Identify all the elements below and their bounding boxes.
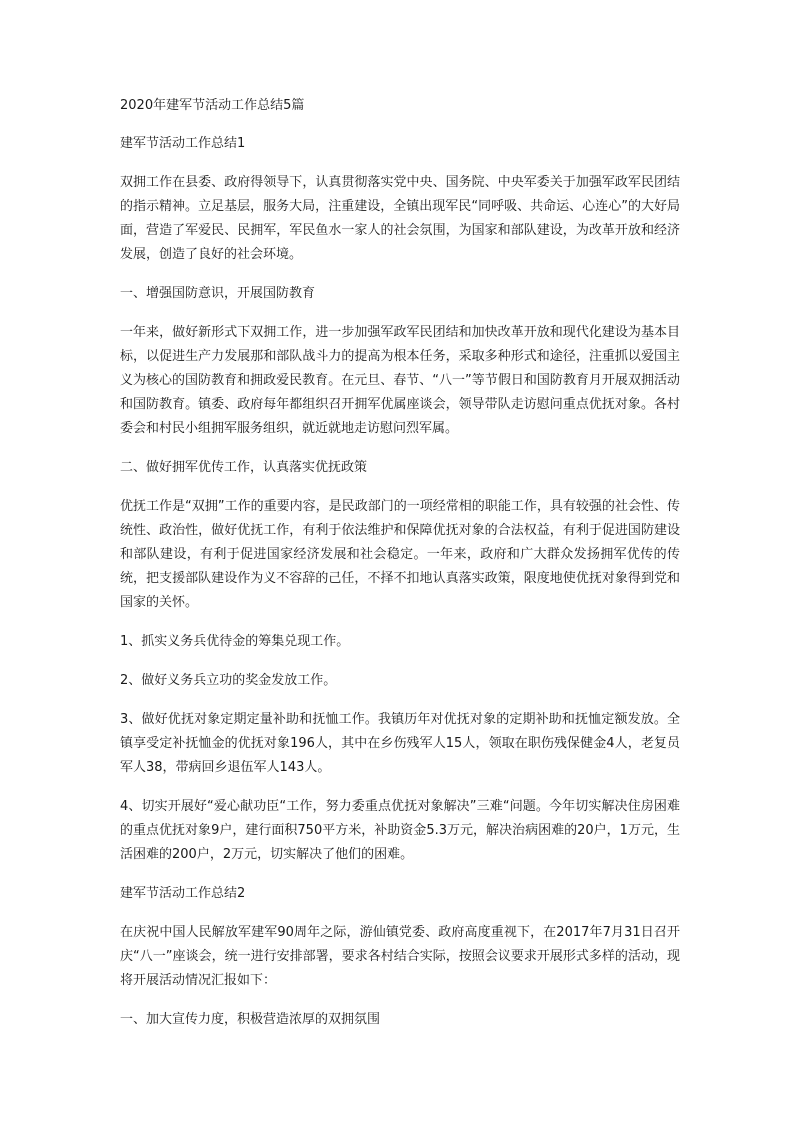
section-heading: 建军节活动工作总结1: [120, 136, 246, 151]
list-item: 3、做好优抚对象定期定量补助和抚恤工作。我镇历年对优抚对象的定期补助和抚恤定额发放。全镇享受定补抚恤金的优抚对象196人，其中在乡伤残军人15人，领取在职伤残保健金4人，老复员军人38，带病回乡退伍军人143人。: [120, 712, 680, 775]
section-heading: 建军节活动工作总结2: [120, 886, 246, 901]
list-item: 4、切实开展好“爱心献功臣“工作，努力委重点优抚对象解决”三难“问题。今年切实解决住房困难的重点优抚对象9户，建行面积750平方米，补助资金5.3万元，解决治病困难的20户，1万元，生活困难的200户，2万元，切实解决了他们的困难。: [120, 799, 680, 862]
section-heading: 二、做好拥军优传工作，认真落实优抚政策: [120, 460, 368, 475]
document-page: [120, 94, 680, 1032]
paragraph: 优抚工作是“双拥”工作的重要内容，是民政部门的一项经常相的职能工作，具有较强的社会性、传统性、政治性，做好优抚工作，有利于依法维护和保障优抚对象的合法权益，有利于促进国防建设和部队建设，有利于促进国家经济发展和社会稳定。一年来，政府和广大群众发扬拥军优传的传统，把支援部队建设作为义不容辞的己任，不择不扣地认真落实政策，限度地使优抚对象得到党和国家的关怀。: [120, 499, 680, 610]
section-heading: 一、增强国防意识，开展国防教育: [120, 286, 316, 301]
paragraph: 在庆祝中国人民解放军建军90周年之际，游仙镇党委、政府高度重视下，在2017年7月31日召开庆“八一”座谈会，统一进行安排部署，要求各村结合实际，按照会议要求开展形式多样的活动，现将开展活动情况汇报如下：: [120, 925, 680, 988]
paragraph: 双拥工作在县委、政府得领导下，认真贯彻落实党中央、国务院、中央军委关于加强军政军民团结的指示精神。立足基层，服务大局，注重建设，全镇出现军民“同呼吸、共命运、心连心”的大好局面，营造了军爱民、民拥军，军民鱼水一家人的社会氛围，为国家和部队建设，为改革开放和经济发展，创造了良好的社会环境。: [120, 175, 680, 262]
list-item: 1、抓实义务兵优待金的筹集兑现工作。: [120, 634, 350, 649]
section-heading: 一、加大宣传力度，积极营造浓厚的双拥氛围: [120, 1012, 381, 1027]
paragraph: 一年来，做好新形式下双拥工作，进一步加强军政军民团结和加快改革开放和现代化建设为基本目标，以促进生产力发展那和部队战斗力的提高为根本任务，采取多种形式和途径，注重抓以爱国主义为核心的国防教育和拥政爱民教育。在元旦、春节、“八一”等节假日和国防教育月开展双拥活动和国防教育。镇委、政府每年都组织召开拥军优属座谈会，领导带队走访慰问重点优抚对象。各村委会和村民小组拥军服务组织，就近就地走访慰问烈军属。: [120, 325, 680, 436]
document-title: 2020年建军节活动工作总结5篇: [120, 98, 305, 113]
list-item: 2、做好义务兵立功的奖金发放工作。: [120, 673, 337, 688]
